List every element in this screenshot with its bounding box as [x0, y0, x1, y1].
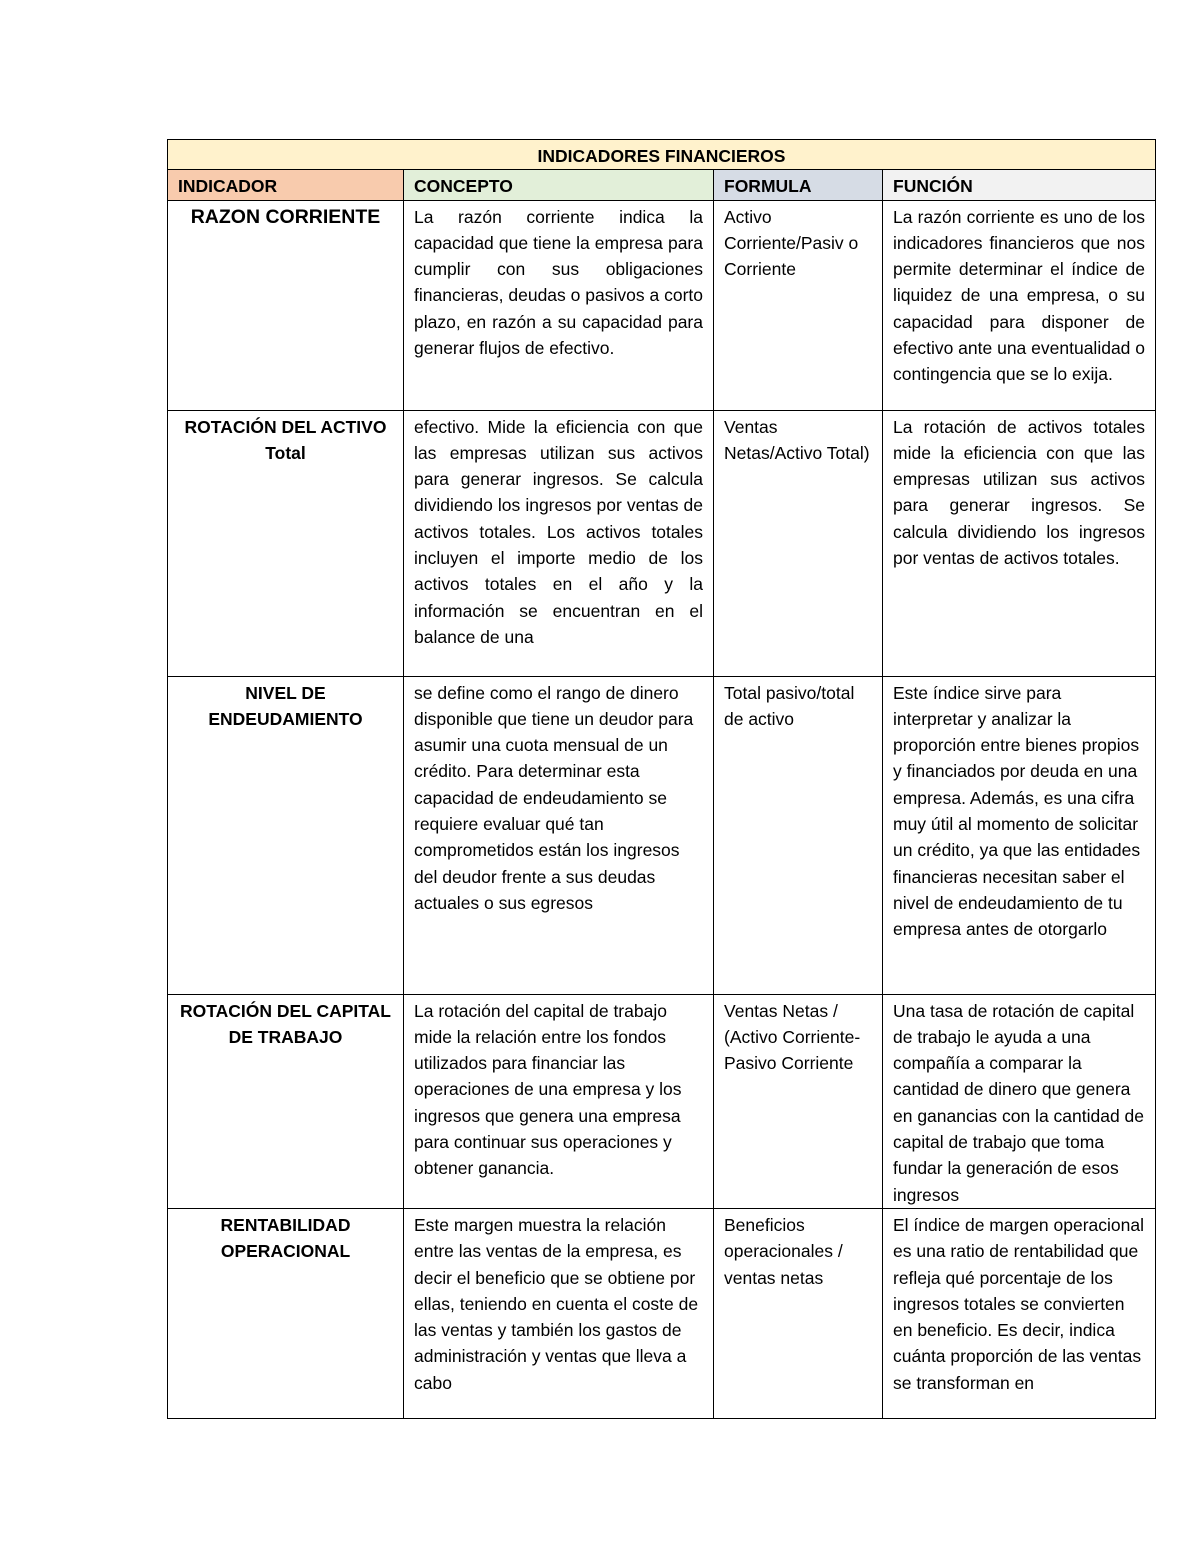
funcion-cell: El índice de margen operacional es una ratio de rentabilidad que refleja qué porcentaje de los ingresos totales se convierten en beneficio. Es decir, indica cuánta proporción de las ventas se transforman en	[883, 1208, 1156, 1418]
table-row	[168, 410, 1156, 676]
concepto-cell: Este margen muestra la relación entre las ventas de la empresa, es decir el beneficio que se obtiene por ellas, teniendo en cuenta el coste de las ventas y también los gastos de administración y ventas que lleva a cabo	[404, 1208, 714, 1418]
formula-cell: Ventas Netas / (Activo Corriente-Pasivo Corriente	[714, 994, 883, 1208]
formula-cell: Activo Corriente/Pasiv o Corriente	[714, 200, 883, 410]
concepto-cell: La razón corriente indica la capacidad que tiene la empresa para cumplir con sus obligaciones financieras, deudas o pasivos a corto plazo, en razón a su capacidad para generar flujos de efectivo.	[404, 200, 714, 410]
header-concepto: CONCEPTO	[404, 170, 714, 200]
header-row	[168, 170, 1156, 200]
indicador-cell: RENTABILIDAD OPERACIONAL	[168, 1208, 404, 1418]
funcion-cell: Este índice sirve para interpretar y analizar la proporción entre bienes propios y financiados por deuda en una empresa. Además, es una cifra muy útil al momento de solicitar un crédito, ya que las entidades financieras necesitan saber el nivel de endeudamiento de tu empresa antes de otorgarlo	[883, 676, 1156, 994]
table-row	[168, 200, 1156, 410]
concepto-cell: efectivo. Mide la eficiencia con que las empresas utilizan sus activos para generar ingresos. Se calcula dividiendo los ingresos por ventas de activos totales. Los activos totales incluyen el importe medio de los activos totales en el año y la información se encuentran en el balance de una	[404, 410, 714, 676]
funcion-cell: Una tasa de rotación de capital de trabajo le ayuda a una compañía a comparar la cantidad de dinero que genera en ganancias con la cantidad de capital de trabajo que toma fundar la generación de esos ingresos	[883, 994, 1156, 1208]
formula-cell: Beneficios operacionales / ventas netas	[714, 1208, 883, 1418]
table-row	[168, 994, 1156, 1208]
indicadores-table	[167, 139, 1156, 1419]
header-indicador: INDICADOR	[168, 170, 404, 200]
formula-cell: Ventas Netas/Activo Total)	[714, 410, 883, 676]
funcion-cell: La rotación de activos totales mide la eficiencia con que las empresas utilizan sus activos para generar ingresos. Se calcula dividiendo los ingresos por ventas de activos totales.	[883, 410, 1156, 676]
indicador-cell: ROTACIÓN DEL CAPITAL DE TRABAJO	[168, 994, 404, 1208]
table-row	[168, 1208, 1156, 1418]
concepto-cell: se define como el rango de dinero disponible que tiene un deudor para asumir una cuota mensual de un crédito. Para determinar esta capacidad de endeudamiento se requiere evaluar qué tan comprometidos están los ingresos del deudor frente a sus deudas actuales o sus egresos	[404, 676, 714, 994]
indicador-cell: NIVEL DE ENDEUDAMIENTO	[168, 676, 404, 994]
indicador-cell: ROTACIÓN DEL ACTIVO Total	[168, 410, 404, 676]
formula-cell: Total pasivo/total de activo	[714, 676, 883, 994]
table-row	[168, 676, 1156, 994]
header-formula: FORMULA	[714, 170, 883, 200]
indicador-cell: RAZON CORRIENTE	[168, 200, 404, 410]
funcion-cell: La razón corriente es uno de los indicadores financieros que nos permite determinar el índice de liquidez de una empresa, o su capacidad para disponer de efectivo ante una eventualidad o contingencia que se lo exija.	[883, 200, 1156, 410]
concepto-cell: La rotación del capital de trabajo mide la relación entre los fondos utilizados para financiar las operaciones de una empresa y los ingresos que genera una empresa para continuar sus operaciones y obtener ganancia.	[404, 994, 714, 1208]
header-funcion: FUNCIÓN	[883, 170, 1156, 200]
title-row	[168, 140, 1156, 170]
table-title: INDICADORES FINANCIEROS	[168, 140, 1156, 170]
